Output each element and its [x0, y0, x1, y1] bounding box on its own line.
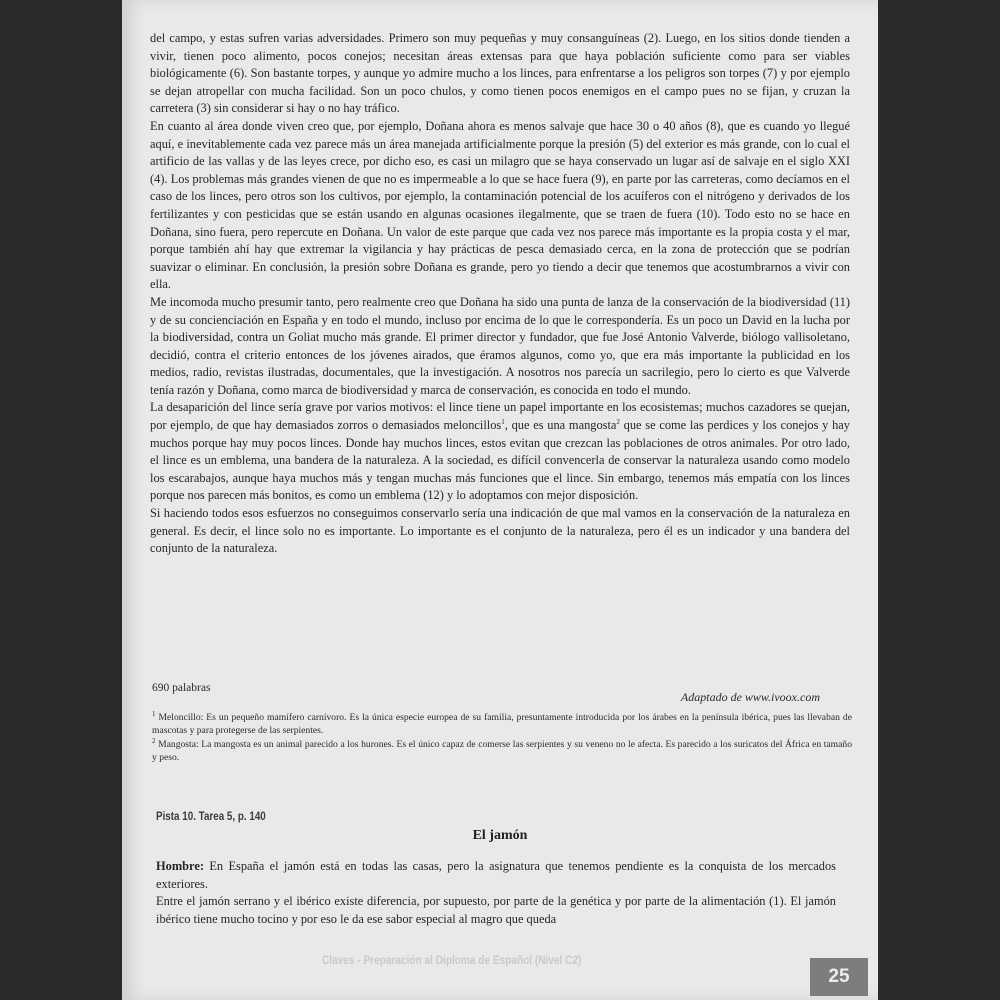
footnotes	[152, 709, 852, 766]
source-citation: Adaptado de www.ivoox.com	[680, 690, 820, 704]
footnote-2-number: 2	[152, 737, 156, 745]
section-title: El jamón	[472, 828, 528, 843]
footnote-1-text: Meloncillo: Es un pequeño mamífero carnívoro. Es la única especie europea de su familia, presuntamente introducida por los árabes en la península ibérica, pues las llevaban de mascotas y para protegerse de las serpientes.	[152, 712, 852, 736]
dialogue-line-1-text: En España el jamón está en todas las casas, pero la asignatura que tenemos pendiente es la conquista de los mercados exteriores.	[156, 859, 836, 891]
paragraph-4-part-a: La desaparición del lince sería grave por varios motivos: el lince tiene un papel importante en los ecosistemas; muchos cazadores se quejan, por ejemplo, de que hay demasiados zorros o demasiados meloncillos	[150, 400, 850, 433]
footnote-1	[152, 709, 852, 737]
paragraph-1: del campo, y estas sufren varias adversidades. Primero son muy pequeñas y muy consanguíneas (2). Luego, en los sitios donde tienden a vivir, tienen poco alimento, pocos conejos; necesitan áreas extensas para que haya población suficiente como para ser viables biológicamente (6). Son bastante torpes, y aunque yo admire mucho a los linces, para enfrentarse a los peligros son torpes (7) y por ejemplo se dejan atropellar con mucha facilidad. Son un poco chulos, y como tienen pocos enemigos en el campo pues no se fijan, y cruzan la carretera (3) sin considerar si hay o no hay tráfico.	[150, 31, 850, 116]
paragraph-4	[150, 399, 850, 505]
footer-book-title: Claves - Preparación al Diploma de Español (Nivel C2)	[322, 953, 582, 967]
page-number: 25	[810, 958, 868, 996]
book-page	[122, 0, 878, 1000]
footnote-ref-1: 1	[501, 417, 505, 426]
footnote-ref-2: 2	[616, 417, 620, 426]
paragraph-4-part-c: que se come las perdices y los conejos y hay muchos porque hay muy pocos linces. Donde hay muchos linces, estos evitan que crezcan las poblaciones de otros animales. Por otro lado, el lince es un emblema, una bandera de la naturaleza. A la sociedad, es difícil convencerla de conservar la naturaleza usando como modelo los escarabajos, aunque haya muchos más y tengan muchas más funciones que el lince. Sin embargo, tenemos más empatía con los linces porque nos parecen más bonitos, es como un emblema (12) y lo adoptamos con mejor disposición.	[150, 418, 851, 503]
paragraph-4-part-b: , que es una mangosta	[504, 418, 617, 433]
speaker-label: Hombre:	[156, 859, 204, 873]
footnote-2-text: Mangosta: La mangosta es un animal parecido a los hurones. Es el único capaz de comerse las serpientes y su veneno no le afecta. Es parecido a los suricatos del África en tamaño y peso.	[152, 739, 852, 763]
dialogue-line-2: Entre el jamón serrano y el ibérico existe diferencia, por supuesto, por parte de la genética y por parte de la alimentación (1). El jamón ibérico tiene mucho tocino y por eso le da ese sabor especial al magro que queda	[156, 894, 836, 926]
dialogue-text	[156, 858, 836, 928]
paragraph-3: Me incomoda mucho presumir tanto, pero realmente creo que Doñana ha sido una punta de lanza de la conservación de la biodiversidad (11) y de su concienciación en España y en todo el mundo, incluso por encima de lo que le correspondería. Es un poco un David en la lucha por la biodiversidad, contra un Goliat mucho más grande. El primer director y fundador, que fue José Antonio Valverde, biólogo vallisoletano, decidió, contra el criterio entonces de los jóvenes airados, que éramos algunos, como yo, que era más importante la publicidad en los medios, radio, revistas ilustradas, documentales, que la investigación. A nosotros nos parecía un sacrilegio, pero lo cierto es que Valverde tenía razón y Doñana, como marca de biodiversidad y marca de conservación, es conocida en todo el mundo.	[150, 294, 850, 397]
dialogue-line-1	[156, 858, 836, 893]
footnote-2	[152, 739, 852, 764]
article-body	[150, 30, 850, 558]
word-count: 690 palabras	[152, 682, 211, 694]
track-label: Pista 10. Tarea 5, p. 140	[156, 809, 266, 823]
footnote-1-number: 1	[152, 709, 156, 718]
paragraph-2: En cuanto al área donde viven creo que, por ejemplo, Doñana ahora es menos salvaje que hace 30 o 40 años (8), que es cuando yo llegué aquí, e inevitablemente cada vez parece más un área manejada artificialmente porque la presión (5) del exterior es más grande, con lo cual el artificio de las vallas y de las leyes crece, por dicho eso, es casi un milagro que se haya conservado un lugar así de salvaje en el siglo XXI (4). Los problemas más grandes vienen de que no es impermeable a lo que se hace fuera (9), en parte por las carreteras, como decíamos en el caso de los linces, pero otros son los cultivos, por ejemplo, la contaminación potencial de los acuíferos con el nitrógeno y derivados de los fertilizantes y con pesticidas que se están usando en algunas ocasiones ilegalmente, que se traen de fuera (10). Todo esto no se hace en Doñana, sino fuera, pero repercute en Doñana. Un valor de este parque que cada vez nos parece más importante es la propia costa y el mar, porque también ahí hay que extremar la vigilancia y hay prácticas de pesca demasiado cerca, en la zona de protección que se podrían suavizar o eliminar. En conclusión, la presión sobre Doñana es grande, pero yo tiendo a decir que tenemos que acostumbrarnos a vivir con ella.	[150, 118, 850, 292]
paragraph-5: Si haciendo todos esos esfuerzos no conseguimos conservarlo sería una indicación de que mal vamos en la conservación de la naturaleza en general. Es decir, el lince solo no es importante. Lo importante es el conjunto de la naturaleza, pero él es un indicador y una bandera del conjunto de la naturaleza.	[150, 506, 850, 556]
